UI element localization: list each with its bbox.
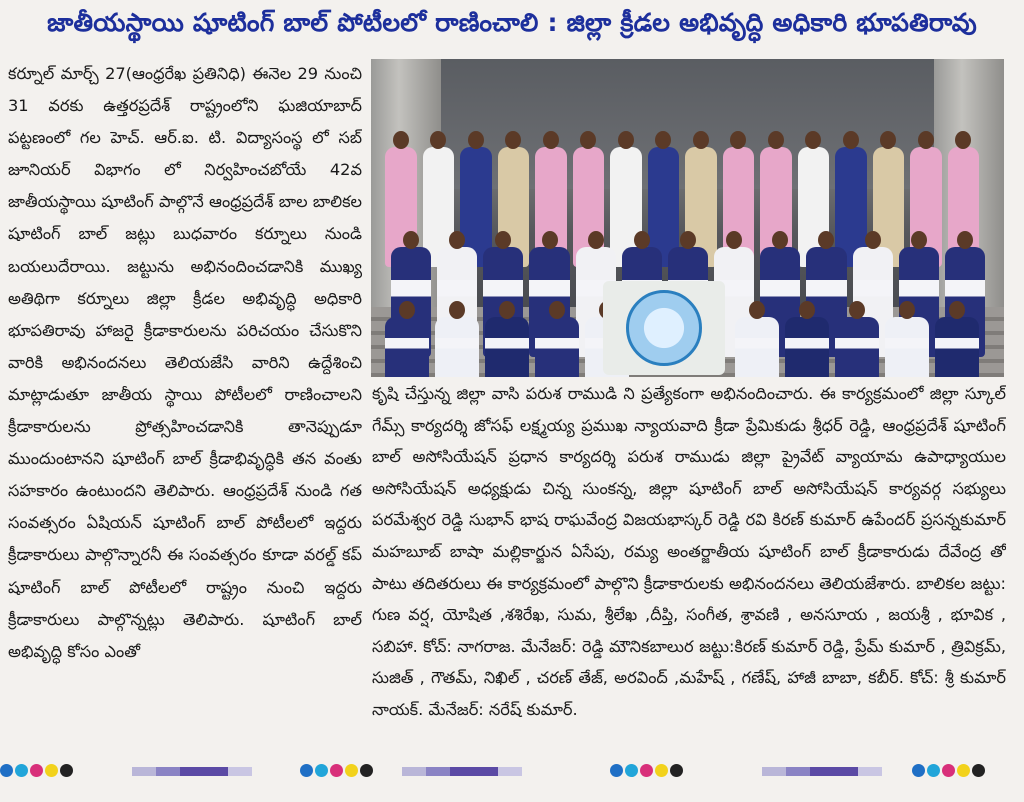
photo-person-head (843, 131, 859, 149)
color-bar-swatch (156, 767, 180, 776)
article-paragraph: కృషి చేస్తున్న జిల్లా వాసి పరుశ రాముడి ని ప్రత్యేకంగా అభినందించారు. ఈ కార్యక్రమంలో జిల్లా స్కూల్ గేమ్స్ కార్యదర్శి జోసఫ్ లక్ష్మయ్య ప్రముఖ న్యాయవాది క్రీడా ప్రేమికుడు శ్రీధర్ రెడ్డి, ఆంధ్రప్రదేశ్ షూటింగ్ బాల్ అసోసియేషన్ ప్రధాన కార్యదర్శి పరుశ రాముడు జిల్లా ప్రైవేట్ వ్యాయామ ఉపాధ్యాయుల అసోసియేషన్ అధ్యక్షుడు చిన్న సుంకన్న, జిల్లా షూటింగ్ బాల్ అసోసియేషన్ కార్యవర్గ సభ్యులు పరమేశ్వర రెడ్డి సుభాన్ భాష రాఘవేంద్ర విజయభాస్కర్ రెడ్డి రవి కిరణ్ కుమార్ ఉపేందర్ ప్రసన్నకుమార్ మహబూబ్ బాషా మల్లికార్జున ఏసేపు, రమ్య అంతర్జాతీయ షూటింగ్ బాల్ క్రీడాకారుడు దేవేంద్ర తో పాటు తదితరులు ఈ కార్యక్రమంలో పాల్గొని క్రీడాకారులకు అభినందనలు తెలియజేశారు. బాలికల జట్టు: గుణ వర్ష, యోషిత ,శశిరేఖ, సుమ, శ్రీలేఖ ,దీప్తి, సంగీత, శ్రావణి , అనసూయ , జయశ్రీ , భూవిక , సబిహా. కోచ్: నాగరాజ. మేనేజర్: రెడ్డి మౌనికబాలుర జట్టు:కిరణ్ కుమార్ రెడ్డి, ప్రేమ్ కుమార్ , త్రివిక్రమ్, సుజిత్ , గౌతమ్, నిఖిల్ , చరణ్ తేజ్, అరవింద్ ,మహేష్ , గణేష్, హాజీ బాబా, కబీర్. కోచ్: శ్రీ కుమార్ నాయక్. మేనేజర్: నరేష్ కుమార్. (372, 384, 1006, 719)
photo-person (535, 317, 579, 377)
registration-dot (15, 764, 28, 777)
photo-person-head (588, 231, 604, 249)
registration-dots-icon (0, 764, 73, 777)
association-logo-icon (626, 290, 702, 366)
registration-dot (670, 764, 683, 777)
registration-dot (957, 764, 970, 777)
photo-person-head (399, 301, 415, 319)
article-left-column (8, 58, 362, 758)
registration-dot (610, 764, 623, 777)
registration-dot (300, 764, 313, 777)
photo-person-head (499, 301, 515, 319)
photo-person-head (730, 131, 746, 149)
headline: జాతీయస్థాయి షూటింగ్ బాల్ పోటీలలో రాణించాలి : జిల్లా క్రీడల అభివృద్ధి అధికారి భూపతిరావు (47, 8, 977, 37)
photo-person-head (799, 301, 815, 319)
photo-person (435, 317, 479, 377)
color-bar-swatch (762, 767, 786, 776)
photo-person-head (772, 231, 788, 249)
registration-dot (30, 764, 43, 777)
registration-dot (360, 764, 373, 777)
photo-person-head (880, 131, 896, 149)
photo-person-head (430, 131, 446, 149)
photo-person-head (865, 231, 881, 249)
photo-person-head (726, 231, 742, 249)
registration-dot (45, 764, 58, 777)
photo-person-head (918, 131, 934, 149)
photo-person-head (449, 231, 465, 249)
photo-person-head (634, 231, 650, 249)
color-bar-swatch (810, 767, 858, 776)
color-bar (402, 767, 522, 776)
color-bar-swatch (858, 767, 882, 776)
color-bar-swatch (786, 767, 810, 776)
photo-person-head (580, 131, 596, 149)
registration-dot (972, 764, 985, 777)
color-bar-swatch (180, 767, 228, 776)
photo-person (785, 317, 829, 377)
photo-person-head (899, 301, 915, 319)
registration-dot (927, 764, 940, 777)
photo-person (935, 317, 979, 377)
association-banner (603, 281, 725, 375)
color-bar (762, 767, 882, 776)
photo-person-head (911, 231, 927, 249)
photo-person-head (768, 131, 784, 149)
registration-dot (60, 764, 73, 777)
photo-person-head (543, 131, 559, 149)
photo-person-head (618, 131, 634, 149)
photo-person-head (393, 131, 409, 149)
registration-dots-icon (610, 764, 683, 777)
color-bar-swatch (426, 767, 450, 776)
registration-dot (0, 764, 13, 777)
color-bar-swatch (132, 767, 156, 776)
photo-person-head (949, 301, 965, 319)
photo-person (485, 317, 529, 377)
color-bar-swatch (450, 767, 498, 776)
article-paragraph: కర్నూల్ మార్చ్ 27(ఆంధ్రరేఖ ప్రతినిధి) ఈనెల 29 నుంచి 31 వరకు ఉత్తరప్రదేశ్ రాష్ట్రంలోని ఘజియాబాద్ పట్టణంలో గల హెచ్. ఆర్.ఐ. టి. విద్యాసంస్థ లో సబ్ జూనియర్ విభాగం లో నిర్వహించబోయే 42వ జాతీయస్థాయి షూటింగ్ పాల్గొనే ఆంధ్రప్రదేశ్ బాల బాలికల షూటింగ్ బాల్ జట్లు బుధవారం కర్నూలు నుండి బయలుదేరాయి. జట్టును అభినందించడానికి ముఖ్య అతిథిగా కర్నూలు జిల్లా క్రీడల అభివృద్ధి అధికారి భూపతిరావు హాజరై క్రీడాకారులను పరిచయం చేసుకొని వారికి అభినందనలు తెలియజేసి వారిని ఉద్దేశించి మాట్లాడుతూ జాతీయ స్థాయి పోటీలలో రాణించాలని క్రీడాకారులను ప్రోత్సహించడానికి తానెప్పుడూ ముందుంటానని షూటింగ్ బాల్ క్రీడాభివృద్ధికి తన వంతు సహకారం ఉంటుందని తెలిపారు. ఆంధ్రప్రదేశ్ నుండి గత సంవత్సరం ఏషియన్ షూటింగ్ బాల్ పోటీలలో ఇద్దరు క్రీడాకారులు పాల్గొన్నారనీ ఈ సంవత్సరం కూడా వరల్డ్ కప్ షూటింగ్ బాల్ పోటీలలో రాష్ట్రం నుంచి ఇద్దరు క్రీడాకారులు పాల్గొన్నట్లు తెలిపారు. షూటింగ్ బాల్ అభివృద్ధి కోసం ఎంతో (8, 64, 362, 661)
photo-person-head (549, 301, 565, 319)
photo-person (385, 317, 429, 377)
registration-dots-icon (912, 764, 985, 777)
photo-person-head (849, 301, 865, 319)
registration-dot (345, 764, 358, 777)
photo-person (835, 317, 879, 377)
photo-person-head (495, 231, 511, 249)
registration-dot (655, 764, 668, 777)
registration-dot (912, 764, 925, 777)
color-bar-swatch (228, 767, 252, 776)
photo-person-head (449, 301, 465, 319)
registration-dot (315, 764, 328, 777)
color-bar-swatch (402, 767, 426, 776)
photo-person-head (957, 231, 973, 249)
photo-person-head (468, 131, 484, 149)
print-registration-strip (0, 764, 1024, 778)
photo-person-head (655, 131, 671, 149)
article-right-column (372, 378, 1006, 763)
registration-dot (625, 764, 638, 777)
photo-person-head (955, 131, 971, 149)
photo-person-head (403, 231, 419, 249)
registration-dot (330, 764, 343, 777)
photo-person-head (680, 231, 696, 249)
color-bar-swatch (498, 767, 522, 776)
photo-person (885, 317, 929, 377)
registration-dot (942, 764, 955, 777)
registration-dots-icon (300, 764, 373, 777)
registration-dot (640, 764, 653, 777)
photo-person-head (505, 131, 521, 149)
team-group-photo (371, 59, 1004, 377)
photo-person-head (749, 301, 765, 319)
photo-person-head (818, 231, 834, 249)
color-bar (132, 767, 252, 776)
photo-person-head (542, 231, 558, 249)
photo-person-head (805, 131, 821, 149)
photo-person (735, 317, 779, 377)
photo-person-head (693, 131, 709, 149)
